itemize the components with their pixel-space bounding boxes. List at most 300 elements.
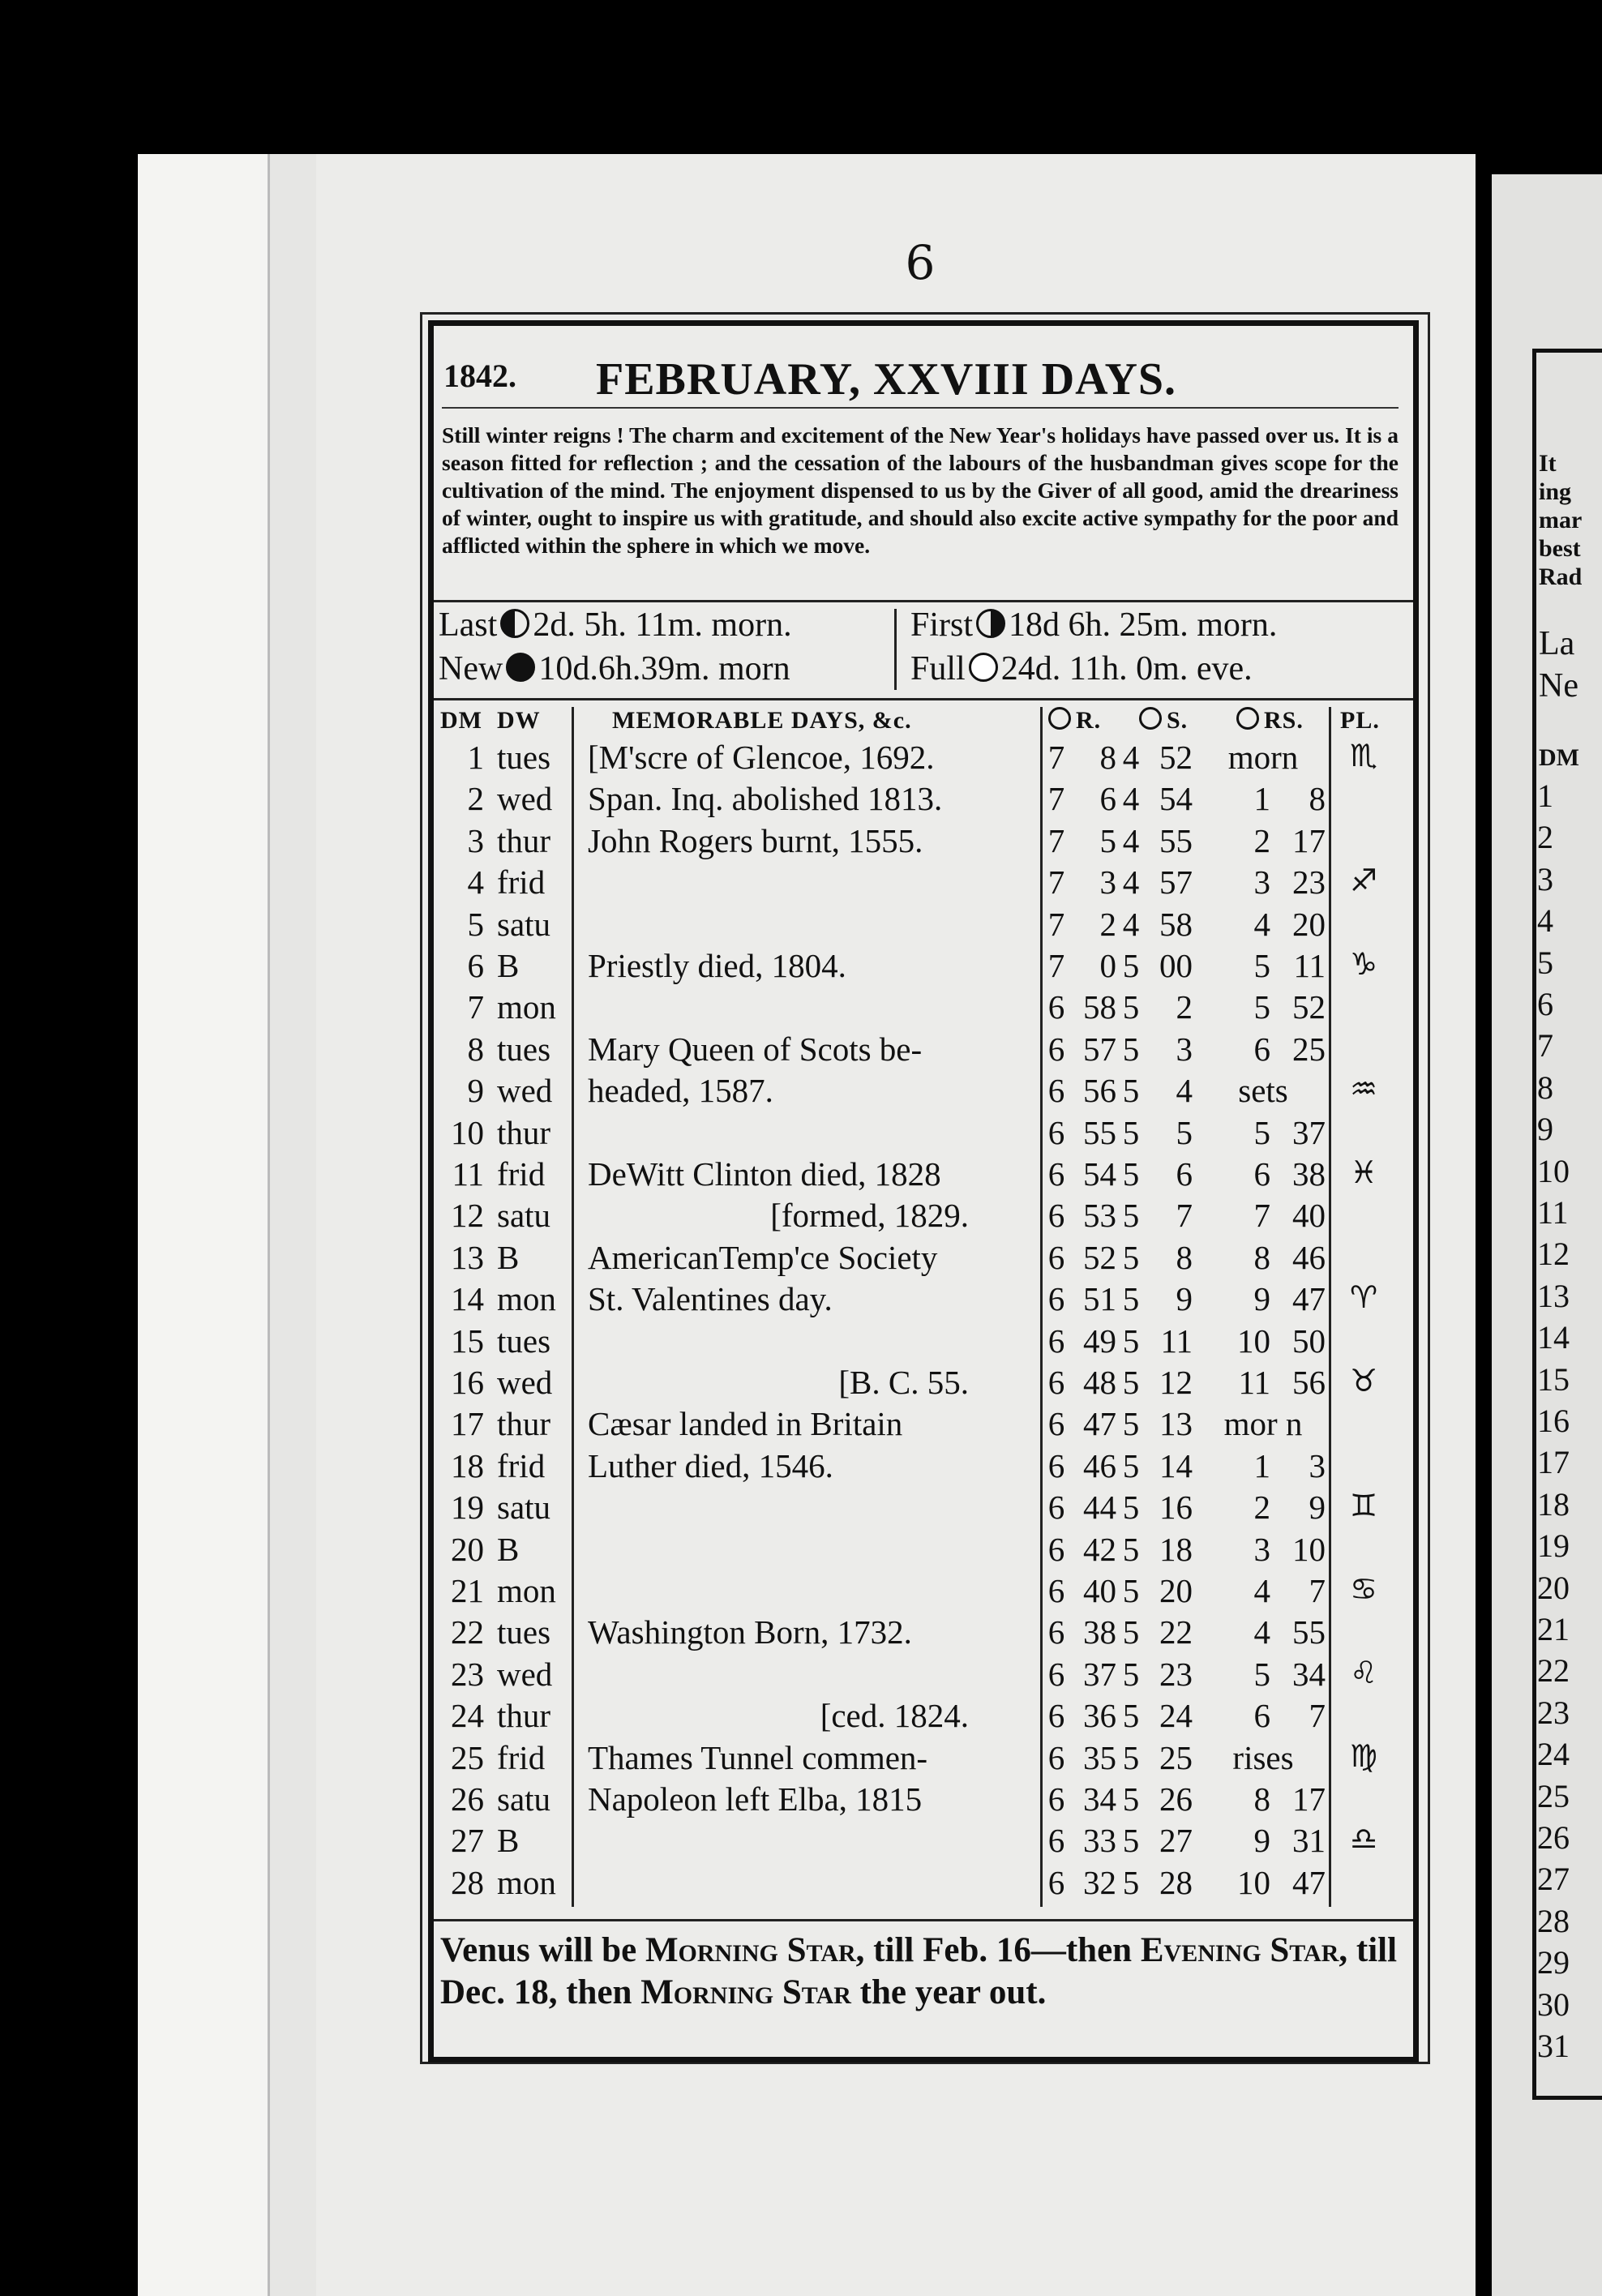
day-of-month: 24 — [451, 1697, 484, 1735]
moon-rise-set-hour: 1 — [1253, 1446, 1270, 1484]
moon-rise-set-hour: 6 — [1253, 1030, 1270, 1068]
moon-rise-set-minute: 31 — [1292, 1822, 1326, 1860]
sun-rise-hour: 7 — [1047, 780, 1065, 818]
sun-rise-minute: 2 — [1099, 905, 1116, 943]
sun-rise-hour: 7 — [1047, 947, 1065, 984]
memorable-day: [ced. 1824. — [820, 1697, 969, 1735]
next-page-day-number: 30 — [1537, 1985, 1570, 2023]
day-of-month: 9 — [467, 1072, 484, 1110]
footer-star: Evening Star, — [1140, 1931, 1348, 1969]
day-of-week: tues — [497, 1030, 551, 1068]
sun-rise-hour: 6 — [1047, 1113, 1065, 1151]
moon-rise-set-hour: 5 — [1253, 1113, 1270, 1151]
sun-set-hour: 5 — [1122, 1155, 1140, 1193]
day-of-week: mon — [497, 1863, 556, 1901]
next-page-day-number: 5 — [1537, 944, 1553, 981]
moon-rise-set-minute: 8 — [1309, 780, 1326, 818]
moon-rise-set-hour: 8 — [1253, 1780, 1270, 1818]
sun-set-minute: 11 — [1160, 1321, 1193, 1360]
next-page-day-number: 24 — [1537, 1736, 1570, 1773]
sun-rise-hour: 6 — [1047, 1405, 1065, 1443]
memorable-day: Washington Born, 1732. — [588, 1613, 912, 1651]
sun-rise-hour: 6 — [1047, 1489, 1065, 1527]
next-page-intro-fragment: mar — [1539, 507, 1583, 533]
moon-rise-set-hour: 3 — [1253, 1530, 1270, 1568]
day-of-month: 7 — [467, 988, 484, 1026]
sun-set-minute: 58 — [1159, 905, 1193, 943]
calendar-table — [434, 707, 1413, 1915]
day-of-month: 2 — [467, 780, 484, 818]
moon-rise-set-minute: 3 — [1309, 1446, 1326, 1484]
day-of-week: satu — [497, 905, 551, 943]
day-of-month: 6 — [467, 947, 484, 984]
sun-rise-minute: 55 — [1083, 1113, 1116, 1151]
sun-set-minute: 18 — [1159, 1530, 1193, 1568]
memorable-day: Cæsar landed in Britain — [588, 1405, 903, 1443]
next-page-day-number: 18 — [1537, 1485, 1570, 1523]
table-row — [434, 821, 1413, 862]
sun-rise-minute: 51 — [1083, 1280, 1116, 1318]
sun-rise-hour: 7 — [1047, 905, 1065, 943]
next-page-day-number: 23 — [1537, 1694, 1570, 1731]
zodiac-sign-icon: ♒ — [1349, 1071, 1378, 1107]
sun-icon — [1048, 707, 1071, 730]
moon-rise-set-minute: 37 — [1292, 1113, 1326, 1151]
moon-rise-set-hour: 10 — [1237, 1321, 1270, 1360]
sun-set-hour: 5 — [1122, 988, 1140, 1026]
next-page-day-number: 1 — [1537, 777, 1553, 814]
day-of-week: tues — [497, 1613, 551, 1651]
table-row — [434, 1613, 1413, 1653]
table-row — [434, 1696, 1413, 1737]
zodiac-sign-icon: ♈ — [1349, 1279, 1378, 1316]
next-page-day-number: 27 — [1537, 1861, 1570, 1898]
day-of-month: 20 — [451, 1530, 484, 1568]
sun-set-hour: 4 — [1122, 780, 1140, 818]
sun-set-hour: 4 — [1122, 863, 1140, 902]
footer-text: till Feb. 16—then — [873, 1931, 1133, 1969]
moon-face-icon — [1236, 707, 1259, 730]
moon-last — [439, 606, 792, 645]
next-page-day-number: 10 — [1537, 1152, 1570, 1189]
sun-set-minute: 22 — [1159, 1613, 1193, 1651]
day-of-week: B — [497, 1822, 520, 1860]
table-row — [434, 1571, 1413, 1612]
day-of-month: 10 — [451, 1113, 484, 1151]
sun-set-hour: 5 — [1122, 1572, 1140, 1609]
memorable-day: Span. Inq. abolished 1813. — [588, 780, 943, 818]
day-of-week: satu — [497, 1780, 551, 1818]
next-page-day-number: 31 — [1537, 2028, 1570, 2064]
table-row — [434, 1196, 1413, 1236]
table-row — [434, 779, 1413, 820]
day-of-month: 13 — [451, 1238, 484, 1276]
moon-rise-set: mor n — [1223, 1405, 1303, 1443]
sun-set-hour: 5 — [1122, 1863, 1140, 1901]
sun-set-hour: 4 — [1122, 905, 1140, 943]
day-of-week: frid — [497, 1446, 546, 1484]
next-page-day-number: 15 — [1537, 1360, 1570, 1398]
year: 1842. — [443, 358, 516, 394]
memorable-day: AmericanTemp'ce Society — [588, 1238, 938, 1276]
moon-first-label: First — [910, 606, 974, 644]
day-of-month: 28 — [451, 1863, 484, 1901]
next-page-day-number: 7 — [1537, 1027, 1553, 1064]
sun-rise-hour: 6 — [1047, 1572, 1065, 1609]
table-row — [434, 863, 1413, 903]
day-of-week: wed — [497, 780, 553, 818]
sun-rise-minute: 38 — [1083, 1613, 1116, 1651]
moon-rise-set-hour: 9 — [1253, 1280, 1270, 1318]
sun-rise-hour: 6 — [1047, 1697, 1065, 1735]
sun-rise-hour: 6 — [1047, 1738, 1065, 1776]
next-page-intro-fragment: ing — [1539, 478, 1572, 505]
table-row — [434, 1446, 1413, 1487]
month-title: FEBRUARY, XXVIII DAYS. — [596, 354, 1177, 405]
sun-set-minute: 20 — [1159, 1572, 1193, 1609]
day-of-week: frid — [497, 1155, 546, 1193]
table-row — [434, 1780, 1413, 1820]
next-page-day-number: 16 — [1537, 1403, 1570, 1439]
zodiac-sign-icon: ♌ — [1349, 1654, 1378, 1690]
header-sun-rise — [1048, 707, 1101, 735]
moon-rise-set-minute: 17 — [1292, 821, 1326, 859]
moon-rise-set-hour: 5 — [1253, 988, 1270, 1026]
day-of-month: 3 — [467, 821, 484, 859]
table-row — [434, 1863, 1413, 1904]
moon-first-text: 18d 6h. 25m. morn. — [1009, 606, 1278, 644]
sun-rise-minute: 47 — [1083, 1405, 1116, 1443]
sun-rise-hour: 6 — [1047, 988, 1065, 1026]
full-moon-icon — [969, 653, 998, 682]
moon-rise-set-hour: 2 — [1253, 821, 1270, 859]
title-row — [434, 326, 1413, 405]
page-edges — [268, 154, 321, 2296]
next-page-day-number: 14 — [1537, 1319, 1570, 1356]
next-page-day-number: 21 — [1537, 1611, 1570, 1647]
table-row — [434, 1321, 1413, 1362]
memorable-day: headed, 1587. — [588, 1072, 773, 1110]
day-of-month: 1 — [467, 739, 484, 776]
sun-set-minute: 28 — [1159, 1863, 1193, 1901]
sun-icon — [1139, 707, 1162, 730]
footer-text: the year out. — [859, 1973, 1047, 2011]
zodiac-sign-icon: ♎ — [1349, 1821, 1378, 1857]
sun-rise-minute: 36 — [1083, 1697, 1116, 1735]
sun-rise-minute: 33 — [1083, 1822, 1116, 1860]
day-of-week: B — [497, 1238, 520, 1276]
sun-set-minute: 55 — [1159, 821, 1193, 859]
table-row — [434, 738, 1413, 778]
moon-rise-set-hour: 2 — [1253, 1489, 1270, 1527]
header-memorable: MEMORABLE DAYS, &c. — [612, 707, 912, 734]
moon-rise-set-minute: 7 — [1309, 1572, 1326, 1609]
moon-rise-set-minute: 25 — [1292, 1030, 1326, 1068]
next-page-dm-header: DM — [1539, 744, 1579, 771]
intro-paragraph: Still winter reigns ! The charm and excitement of the New Year's holidays have passed over us. It is a season fitted for reflection ; and the cessation of the labours of the husbandman gives scope for the cultivation of the mind. The enjoyment dispensed to us by the Giver of all good, amid the dreariness of winter, ought to inspire us with gratitude, and should also excite active sympathy for the poor and afflicted within the sphere in which we move. — [442, 422, 1399, 558]
moon-rise-set: rises — [1232, 1738, 1294, 1776]
moon-rise-set-minute: 40 — [1292, 1197, 1326, 1235]
moon-rise-set-hour: 8 — [1253, 1238, 1270, 1276]
next-page-day-number: 17 — [1537, 1444, 1570, 1481]
day-of-month: 21 — [451, 1572, 484, 1609]
next-page-day-number: 19 — [1537, 1527, 1570, 1565]
day-of-month: 12 — [451, 1197, 484, 1235]
moon-rise-set-minute: 52 — [1292, 988, 1326, 1026]
moon-rise-set-minute: 20 — [1292, 905, 1326, 943]
moon-rise-set-hour: 6 — [1253, 1697, 1270, 1735]
table-row — [434, 1071, 1413, 1112]
sun-rise-minute: 32 — [1083, 1863, 1116, 1901]
sun-rise-hour: 6 — [1047, 1822, 1065, 1860]
moon-rise-set-minute: 23 — [1292, 863, 1326, 902]
zodiac-sign-icon: ♉ — [1349, 1363, 1378, 1399]
sun-rise-minute: 57 — [1083, 1030, 1116, 1068]
day-of-week: thur — [497, 821, 551, 859]
sun-set-minute: 25 — [1159, 1738, 1193, 1776]
footer-star: Morning Star — [640, 1973, 851, 2011]
table-row — [434, 1488, 1413, 1528]
sun-set-hour: 5 — [1122, 1321, 1140, 1360]
sun-rise-hour: 6 — [1047, 1613, 1065, 1651]
table-row — [434, 905, 1413, 945]
sun-rise-minute: 54 — [1083, 1155, 1116, 1193]
day-of-week: tues — [497, 739, 551, 776]
sun-set-hour: 4 — [1122, 821, 1140, 859]
moon-divider — [894, 609, 897, 690]
day-of-week: thur — [497, 1405, 551, 1443]
new-moon-icon — [506, 653, 535, 682]
moon-rise-set-hour: 9 — [1253, 1822, 1270, 1860]
sun-set-hour: 5 — [1122, 1238, 1140, 1276]
header-sun-set-label: S. — [1167, 707, 1189, 734]
sun-rise-minute: 52 — [1083, 1238, 1116, 1276]
sun-rise-minute: 48 — [1083, 1364, 1116, 1401]
sun-rise-minute: 58 — [1083, 988, 1116, 1026]
sun-set-minute: 6 — [1176, 1155, 1193, 1193]
zodiac-sign-icon: ♊ — [1349, 1488, 1378, 1524]
memorable-day: [M'scre of Glencoe, 1692. — [588, 739, 935, 776]
moon-phases — [434, 600, 1413, 700]
table-row — [434, 1530, 1413, 1570]
next-page-moon-fragment: Ne — [1539, 667, 1578, 705]
sun-rise-hour: 6 — [1047, 1280, 1065, 1318]
day-of-week: thur — [497, 1697, 551, 1735]
day-of-week: mon — [497, 1280, 556, 1318]
sun-set-hour: 5 — [1122, 1613, 1140, 1651]
sun-set-minute: 57 — [1159, 863, 1193, 902]
next-page-day-number: 26 — [1537, 1819, 1570, 1856]
moon-new-text: 10d.6h.39m. morn — [538, 650, 790, 688]
moon-rise-set: morn — [1227, 739, 1299, 776]
sun-set-hour: 5 — [1122, 1489, 1140, 1527]
next-page-day-number: 22 — [1537, 1652, 1570, 1690]
sun-rise-hour: 6 — [1047, 1072, 1065, 1110]
day-of-month: 14 — [451, 1280, 484, 1318]
moon-rise-set-minute: 55 — [1292, 1613, 1326, 1651]
memorable-day: St. Valentines day. — [588, 1280, 833, 1318]
sun-set-minute: 8 — [1176, 1238, 1193, 1276]
sun-set-hour: 5 — [1122, 1364, 1140, 1401]
sun-set-hour: 5 — [1122, 1446, 1140, 1484]
footer-star: Morning Star, — [645, 1931, 865, 1969]
moon-rise-set-hour: 5 — [1253, 947, 1270, 984]
next-page-day-number: 13 — [1537, 1277, 1570, 1314]
header-dm: DM — [440, 707, 482, 734]
zodiac-sign-icon: ♑ — [1349, 946, 1378, 982]
moon-rise-set-minute: 17 — [1292, 1780, 1326, 1818]
day-of-month: 19 — [451, 1489, 484, 1527]
sun-rise-minute: 53 — [1083, 1197, 1116, 1235]
moon-rise-set-hour: 4 — [1253, 1613, 1270, 1651]
day-of-week: thur — [497, 1113, 551, 1151]
zodiac-sign-icon: ♍ — [1349, 1737, 1378, 1774]
memorable-day: Napoleon left Elba, 1815 — [588, 1780, 923, 1818]
day-of-month: 15 — [451, 1321, 484, 1360]
moon-rise-set-hour: 4 — [1253, 905, 1270, 943]
header-sun-rise-label: R. — [1076, 707, 1102, 734]
sun-rise-hour: 6 — [1047, 1197, 1065, 1235]
sun-set-hour: 5 — [1122, 1780, 1140, 1818]
sun-rise-minute: 5 — [1099, 821, 1116, 859]
sun-set-hour: 5 — [1122, 1405, 1140, 1443]
moon-rise-set-hour: 4 — [1253, 1572, 1270, 1609]
moon-full — [910, 649, 1253, 688]
sun-set-minute: 52 — [1159, 739, 1193, 776]
sun-rise-minute: 34 — [1083, 1780, 1116, 1818]
sun-set-hour: 5 — [1122, 1197, 1140, 1235]
day-of-week: B — [497, 947, 520, 984]
next-page-day-number: 3 — [1537, 860, 1553, 897]
footer-rule — [434, 1919, 1413, 1921]
sun-rise-hour: 6 — [1047, 1238, 1065, 1276]
header-sun-set — [1139, 707, 1188, 735]
sun-rise-hour: 7 — [1047, 821, 1065, 859]
moon-rise-set-hour: 7 — [1253, 1197, 1270, 1235]
next-page-moon-fragment: La — [1539, 625, 1575, 662]
day-of-week: frid — [497, 863, 546, 902]
table-row — [434, 987, 1413, 1028]
moon-last-label: Last — [439, 606, 498, 644]
day-of-month: 25 — [451, 1738, 484, 1776]
next-page-day-number: 12 — [1537, 1236, 1570, 1273]
sun-set-hour: 5 — [1122, 1738, 1140, 1776]
moon-rise-set-hour: 11 — [1238, 1364, 1270, 1401]
next-page-intro-fragment: best — [1539, 535, 1581, 562]
left-page-margin — [138, 154, 268, 2296]
table-row — [434, 1030, 1413, 1070]
sun-rise-hour: 6 — [1047, 1530, 1065, 1568]
moon-rise-set-minute: 10 — [1292, 1530, 1326, 1568]
moon-rise-set-hour: 10 — [1237, 1863, 1270, 1901]
sun-rise-minute: 56 — [1083, 1072, 1116, 1110]
sun-rise-minute: 42 — [1083, 1530, 1116, 1568]
table-row — [434, 1238, 1413, 1279]
zodiac-sign-icon: ♏ — [1349, 738, 1378, 773]
sun-set-minute: 54 — [1159, 780, 1193, 818]
day-of-week: B — [497, 1530, 520, 1568]
footer-text: till Dec. 18, then — [440, 1931, 1398, 2011]
next-page-day-number: 11 — [1537, 1194, 1569, 1231]
next-page-day-number: 25 — [1537, 1777, 1570, 1814]
sun-set-minute: 13 — [1159, 1405, 1193, 1443]
memorable-day: Mary Queen of Scots be- — [588, 1030, 923, 1068]
header-moon-rs-label: RS. — [1264, 707, 1304, 734]
sun-rise-hour: 6 — [1047, 1655, 1065, 1693]
moon-rise-set-hour: 3 — [1253, 863, 1270, 902]
moon-rise-set: sets — [1238, 1072, 1288, 1110]
moon-rise-set-minute: 9 — [1309, 1489, 1326, 1527]
day-of-month: 27 — [451, 1822, 484, 1860]
table-row — [434, 1821, 1413, 1861]
sun-set-hour: 5 — [1122, 947, 1140, 984]
sun-rise-hour: 6 — [1047, 1446, 1065, 1484]
sun-set-hour: 5 — [1122, 1072, 1140, 1110]
sun-set-minute: 23 — [1159, 1655, 1193, 1693]
day-of-month: 11 — [452, 1155, 484, 1193]
sun-rise-minute: 40 — [1083, 1572, 1116, 1609]
sun-rise-hour: 6 — [1047, 1155, 1065, 1193]
sun-rise-minute: 37 — [1083, 1655, 1116, 1693]
day-of-month: 16 — [451, 1364, 484, 1401]
day-of-week: wed — [497, 1072, 553, 1110]
sun-set-minute: 26 — [1159, 1780, 1193, 1818]
moon-rise-set-minute: 38 — [1292, 1155, 1326, 1193]
sun-set-minute: 7 — [1176, 1197, 1193, 1235]
sun-set-hour: 5 — [1122, 1530, 1140, 1568]
table-row — [434, 1738, 1413, 1779]
table-row — [434, 1279, 1413, 1320]
moon-rise-set-minute: 47 — [1292, 1863, 1326, 1901]
next-page-day-number: 6 — [1537, 986, 1553, 1022]
table-row — [434, 1655, 1413, 1695]
memorable-day: [formed, 1829. — [770, 1197, 969, 1235]
moon-full-text: 24d. 11h. 0m. eve. — [1000, 650, 1253, 688]
day-of-month: 4 — [467, 863, 484, 902]
day-of-week: wed — [497, 1364, 553, 1401]
zodiac-sign-icon: ♋ — [1349, 1571, 1378, 1607]
memorable-day: John Rogers burnt, 1555. — [588, 821, 923, 859]
sun-rise-minute: 46 — [1083, 1446, 1116, 1484]
next-page-intro-fragment: It — [1539, 450, 1557, 477]
table-row — [434, 1363, 1413, 1403]
day-of-week: frid — [497, 1738, 546, 1776]
day-of-month: 8 — [467, 1030, 484, 1068]
day-of-week: tues — [497, 1321, 551, 1360]
sun-set-hour: 5 — [1122, 1280, 1140, 1318]
sun-set-minute: 12 — [1159, 1364, 1193, 1401]
sun-set-minute: 3 — [1176, 1030, 1193, 1068]
moon-rise-set-minute: 47 — [1292, 1280, 1326, 1318]
day-of-month: 17 — [451, 1405, 484, 1443]
sun-set-minute: 00 — [1159, 947, 1193, 984]
zodiac-sign-icon: ♓ — [1349, 1154, 1378, 1190]
sun-rise-minute: 6 — [1099, 780, 1116, 818]
sun-set-hour: 5 — [1122, 1655, 1140, 1693]
sun-set-hour: 5 — [1122, 1030, 1140, 1068]
calendar-frame — [428, 320, 1419, 2063]
sun-set-minute: 4 — [1176, 1072, 1193, 1110]
sun-set-hour: 5 — [1122, 1697, 1140, 1735]
sun-rise-minute: 3 — [1099, 863, 1116, 902]
day-of-month: 18 — [451, 1446, 484, 1484]
page-number: 6 — [905, 235, 936, 290]
memorable-day: Thames Tunnel commen- — [588, 1738, 928, 1776]
moon-rise-set-minute: 46 — [1292, 1238, 1326, 1276]
sun-set-hour: 5 — [1122, 1822, 1140, 1860]
moon-last-text: 2d. 5h. 11m. morn. — [533, 606, 792, 644]
zodiac-sign-icon: ♐ — [1349, 863, 1378, 899]
